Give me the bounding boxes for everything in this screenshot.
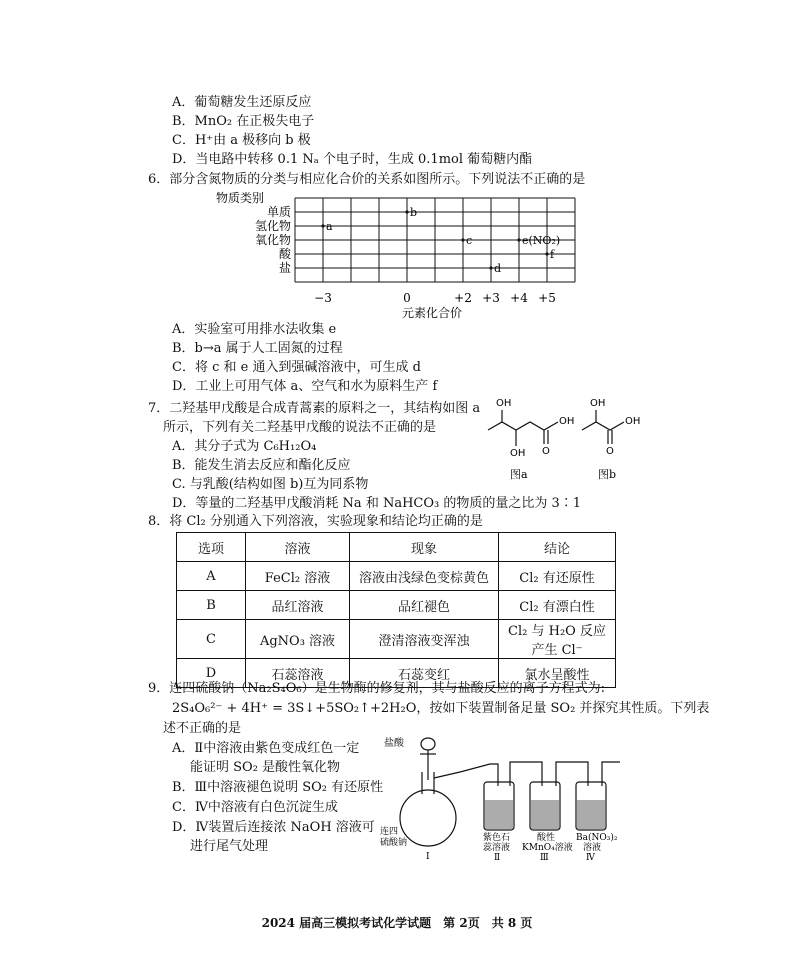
- q7-stem-2: 所示，下列有关二羟基甲戊酸的说法不正确的是: [163, 420, 437, 435]
- q5-option-c: C．H⁺由 a 极移向 b 极: [172, 133, 311, 148]
- label-bottle-2a: 紫色石: [483, 833, 511, 843]
- round-bottom-flask: [400, 790, 456, 846]
- q9-stem-2: 2S₄O₆²⁻ + 4H⁺ = 3S↓+5SO₂↑+2H₂O，按如下装置制备足量 SO₂ 并探究其性质。下列表: [172, 701, 710, 716]
- data-point: [405, 210, 408, 213]
- fig-a-o: O: [542, 446, 550, 457]
- fig-b-oh-right: OH: [625, 416, 641, 427]
- q7-option-d: D．等量的二羟基甲戊酸消耗 Na 和 NaHCO₃ 的物质的量之比为 3∶1: [172, 496, 582, 511]
- data-point: [321, 224, 324, 227]
- table-cell: 石蕊溶液: [246, 659, 350, 688]
- table-cell: AgNO₃ 溶液: [246, 620, 350, 659]
- q5-option-a: A．葡萄糖发生还原反应: [172, 95, 312, 110]
- fig-b-oh-top: OH: [590, 398, 606, 409]
- q9-option-c: C．Ⅳ中溶液有白色沉淀生成: [172, 800, 338, 815]
- table-row: [177, 620, 616, 659]
- label-roman-4: Ⅳ: [586, 853, 595, 862]
- q7-stem-1: 7．二羟基甲戊酸是合成青蒿素的原料之一，其结构如图 a: [148, 401, 481, 416]
- table-cell: C: [177, 620, 246, 659]
- table-row: [177, 562, 616, 591]
- fig-a-oh-bottom: OH: [510, 448, 526, 459]
- q8-table: [176, 532, 616, 688]
- table-cell: 品红溶液: [246, 591, 350, 620]
- label-roman-2: Ⅱ: [494, 853, 501, 862]
- data-point: [461, 238, 464, 241]
- data-point-label: e(NO₂): [522, 234, 561, 247]
- label-bottle-3b: KMnO₄溶液: [522, 843, 573, 853]
- q5-option-b: B．MnO₂ 在正极失电子: [172, 114, 315, 129]
- label-bottle-4a: Ba(NO₃)₂: [576, 833, 618, 843]
- x-tick-label: +4: [510, 291, 528, 305]
- label-roman-1: Ⅰ: [426, 852, 430, 862]
- q7-option-a: A．其分子式为 C₆H₁₂O₄: [172, 439, 317, 454]
- data-point-label: c: [466, 234, 473, 247]
- table-cell: 石蕊变红: [350, 659, 499, 688]
- q6-option-b: B．b→a 属于人工固氮的过程: [172, 341, 343, 356]
- data-point-label: a: [326, 220, 333, 233]
- table-cell: B: [177, 591, 246, 620]
- table-cell: D: [177, 659, 246, 688]
- label-roman-3: Ⅲ: [540, 853, 549, 862]
- data-point-label: d: [494, 262, 502, 275]
- table-cell: 溶液由浅绿色变棕黄色: [350, 562, 499, 591]
- q7-option-b: B．能发生消去反应和酯化反应: [172, 458, 351, 473]
- q9-option-d: D．Ⅳ装置后连接浓 NaOH 溶液可: [172, 820, 375, 835]
- page-footer: 2024 届高三模拟考试化学试题 第 2页 共 8 页: [261, 916, 533, 930]
- data-point-label: b: [410, 206, 418, 219]
- table-row: [177, 591, 616, 620]
- fig-b-label: 图b: [598, 468, 617, 481]
- table-cell: 品红褪色: [350, 591, 499, 620]
- y-tick-label: 盐: [278, 261, 291, 275]
- x-tick-label: +5: [538, 291, 556, 305]
- table-header: 选项: [177, 533, 246, 562]
- x-tick-label: −3: [314, 291, 332, 305]
- table-cell: FeCl₂ 溶液: [246, 562, 350, 591]
- x-tick-label: +2: [454, 291, 472, 305]
- x-tick-label: +3: [482, 291, 500, 305]
- q6-option-a: A．实验室可用排水法收集 e: [172, 322, 337, 337]
- fig-a-oh-right: OH: [559, 416, 575, 427]
- label-reagent-1: 连四: [380, 827, 399, 837]
- label-bottle-4b: 溶液: [583, 843, 602, 853]
- q7-option-c: C. 与乳酸(结构如图 b)互为同系物: [172, 477, 369, 492]
- q9-option-a: A．Ⅱ中溶液由紫色变成红色一定: [172, 741, 360, 756]
- table-cell: Cl₂ 与 H₂O 反应产生 Cl⁻: [499, 620, 616, 659]
- structure-b: [582, 410, 624, 444]
- q6-option-c: C．将 c 和 e 通入到强碱溶液中，可生成 d: [172, 360, 421, 375]
- y-tick-label: 氧化物: [254, 233, 291, 247]
- data-point: [517, 238, 520, 241]
- x-tick-label: 0: [403, 291, 411, 305]
- fig-a-label: 图a: [510, 468, 528, 481]
- table-header-row: [177, 533, 616, 562]
- table-cell: Cl₂ 有还原性: [499, 562, 616, 591]
- label-acid: 盐酸: [384, 738, 404, 749]
- label-bottle-2b: 蕊溶液: [483, 843, 511, 853]
- chart-x-label: 元素化合价: [401, 306, 463, 320]
- q9-option-b: B．Ⅲ中溶液褪色说明 SO₂ 有还原性: [172, 780, 384, 795]
- y-tick-label: 酸: [278, 247, 291, 261]
- table-cell: Cl₂ 有漂白性: [499, 591, 616, 620]
- table-header: 溶液: [246, 533, 350, 562]
- fig-a-oh-top: OH: [496, 398, 512, 409]
- fig-b-o: O: [606, 446, 614, 457]
- q9-apparatus: [380, 732, 630, 862]
- q9-option-d-cont: 进行尾气处理: [190, 839, 269, 854]
- q6-stem: 6．部分含氮物质的分类与相应化合价的关系如图所示。下列说法不正确的是: [148, 172, 586, 187]
- label-bottle-3a: 酸性: [537, 833, 556, 843]
- y-tick-label: 氢化物: [254, 219, 291, 233]
- table-header: 结论: [499, 533, 616, 562]
- q6-chart: [200, 188, 600, 320]
- y-tick-label: 单质: [266, 205, 291, 219]
- table-cell: 澄清溶液变浑浊: [350, 620, 499, 659]
- table-header: 现象: [350, 533, 499, 562]
- q7-structures: [470, 392, 650, 482]
- structure-a: [488, 410, 558, 446]
- dropping-funnel: [421, 738, 435, 750]
- label-reagent-2: 硫酸钠: [380, 838, 408, 848]
- q9-stem-3: 述不正确的是: [163, 721, 242, 736]
- q9-stem-1: 9．连四硫酸钠（Na₂S₄O₆）是生物酶的修复剂，其与盐酸反应的离子方程式为:: [148, 681, 605, 696]
- chart-x-ticks: [314, 291, 556, 305]
- chart-y-title: 物质类别: [216, 191, 265, 205]
- q9-option-a-cont: 能证明 SO₂ 是酸性氧化物: [190, 760, 341, 775]
- chart-y-labels: [255, 204, 292, 275]
- data-point: [545, 252, 548, 255]
- data-point-label: f: [550, 248, 555, 261]
- table-cell: A: [177, 562, 246, 591]
- q5-option-d: D．当电路中转移 0.1 Nₐ 个电子时，生成 0.1mol 葡萄糖内酯: [172, 152, 533, 167]
- data-point: [489, 266, 492, 269]
- q6-option-d: D．工业上可用气体 a、空气和水为原料生产 f: [172, 379, 438, 394]
- q8-stem: 8．将 Cl₂ 分别通入下列溶液，实验现象和结论均正确的是: [148, 514, 483, 529]
- table-cell: 氯水呈酸性: [499, 659, 616, 688]
